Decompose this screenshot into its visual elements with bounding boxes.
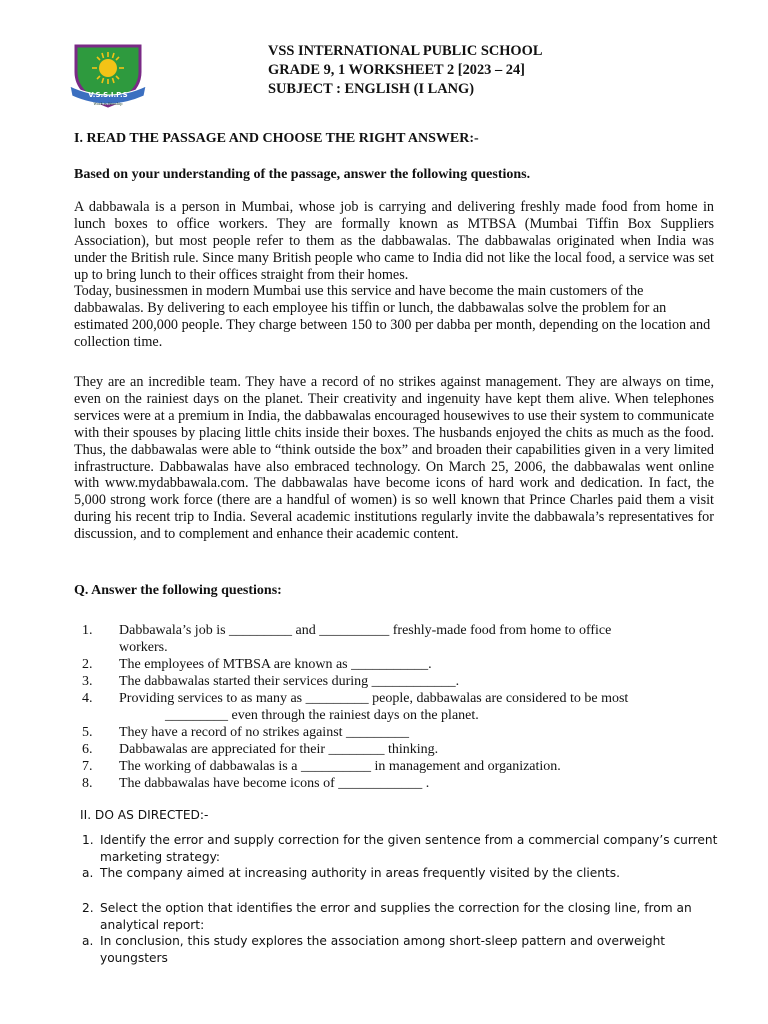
question-item: 7. The working of dabbawalas is a __________ in management and organization. [82,759,561,774]
school-logo [66,42,150,110]
passage-paragraph-1: A dabbawala is a person in Mumbai, whose job is carrying and delivering freshly made food from home in lunch boxes to office workers. They are formally known as MTBSA (Mumbai Tiffin Box Suppliers Association), but most people refer to them as the dabbawalas. The dabbawalas originated when India was under the British rule. Since many British people who came to India did not like the local food, a service was set up to bring lunch to their offices straight from their homes. [74,199,714,283]
section2-title: II. DO AS DIRECTED:- [80,808,209,822]
question-item: 8. The dabbawalas have become icons of ____________ . [82,776,430,791]
section2-item-2: 2. Select the option that identifies the error and supplies the correction for the closing line, from an analytical report: a. In conclusion, this study explores the association among short-sleep pattern and overweight youngsters [82,901,692,965]
section1-instruction: Based on your understanding of the passage, answer the following questions. [74,167,531,182]
questions-title: Q. Answer the following questions: [74,583,282,598]
question-list [82,622,722,792]
question-item: 5. They have a record of no strikes against _________ [82,725,410,740]
question-item: 4. Providing services to as many as _________ people, dabbawalas are considered to be most _________ even through the rainiest days on the planet. [82,691,629,723]
logo-text: V.S.S.I.P.S [88,91,128,99]
grade-line: GRADE 9, 1 WORKSHEET 2 [2023 – 24] [268,62,525,78]
question-item: 6. Dabbawalas are appreciated for their ________ thinking. [82,742,439,757]
logo-motto: Work is Worship [93,102,123,106]
subject-line: SUBJECT : ENGLISH (I LANG) [268,81,475,97]
question-item: 3. The dabbawalas started their services during ____________. [82,674,460,689]
passage-paragraph-3: They are an incredible team. They have a record of no strikes against management. They are always on time, even on the rainiest days on the planet. Their creativity and ingenuity have kept them alive. When telephones services were at a premium in India, the dabbawalas encouraged housewives to use their system to communicate with their spouses by placing little chits inside their boxes. The husbands enjoyed the chits as much as the food. Thus, the dabbawalas were able to “think outside the box” and broaden their capabilities given in a very limited infrastructure. Dabbawalas have also embraced technology. On March 25, 2006, the dabbawalas went online with www.mydabbawala.com. The dabbawalas have become icons of hard work and dedication. In fact, the 5,000 strong work force (there are a handful of women) is so well known that Prince Charles paid them a visit during his recent trip to India. Several academic institutions regularly invite the dabbawala’s representatives for discussion, and to complement and enhance their academic content. [74,374,714,543]
question-item: 1. Dabbawala’s job is _________ and __________ freshly-made food from home to office workers. [82,623,612,655]
section2-item-1: 1. Identify the error and supply correction for the given sentence from a commercial company’s current marketing strategy: a. The company aimed at increasing authority in areas frequently visited by the clients. [82,833,718,880]
section1-title: I. READ THE PASSAGE AND CHOOSE THE RIGHT ANSWER:- [74,131,479,146]
question-item: 2. The employees of MTBSA are known as ___________. [82,657,432,672]
school-header [268,42,728,99]
school-name: VSS INTERNATIONAL PUBLIC SCHOOL [268,43,543,59]
passage-paragraph-2: Today, businessmen in modern Mumbai use this service and have become the main customers of the dabbawalas. By delivering to each employee his tiffin or lunch, the dabbawalas solve the problem for an estimated 200,000 people. They charge between 150 to 300 per dabba per month, depending on the location and collection time. [74,283,711,350]
